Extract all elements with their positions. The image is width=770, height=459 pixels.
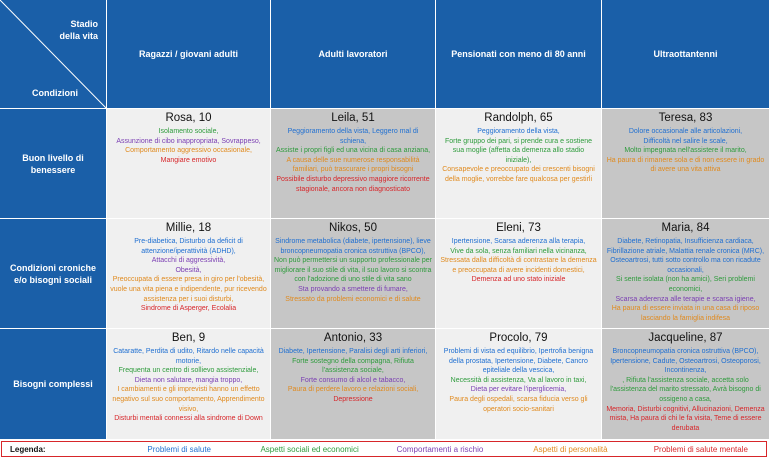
row-header-wellbeing: Buon livello di benessere xyxy=(0,109,107,219)
persona-detail-line: Diabete, Ipertensione, Paralisi degli arti inferiori, xyxy=(278,348,428,355)
row-header-chronic: Condizioni croniche e/o bisogni sociali xyxy=(0,219,107,329)
persona-detail-line: l'assistenza del marito stressato, Avrà bisogno di xyxy=(610,386,761,394)
persona-detail-line: negativo sul suo comportamento, Apprendimento xyxy=(112,395,265,403)
persona-card xyxy=(107,219,271,329)
persona-name: Jacqueline, 87 xyxy=(648,332,723,344)
persona-detail-line: vuole una vita piena e indipendente, pur ricevendo xyxy=(110,285,267,293)
persona-name: Randolph, 65 xyxy=(484,112,553,124)
persona-card xyxy=(602,329,770,440)
persona-name: Rosa, 10 xyxy=(165,112,212,124)
persona-detail-line: Sindrome metabolica (diabete, ipertensione), lieve xyxy=(275,238,431,245)
persona-detail-line: A causa delle sue numerose responsabilità xyxy=(286,156,420,164)
persona-detail-line: Dieta per evitare l'iperglicemia, xyxy=(470,386,567,394)
persona-name: Millie, 18 xyxy=(165,222,212,234)
persona-detail-line: Forte gruppo dei pari, si prende cura e sostiene xyxy=(444,137,593,145)
persona-detail-line: attenzione/iperattività (ADHD), xyxy=(141,247,236,255)
persona-detail-line: migliorare il suo stile di vita, il suo lavoro si scontra xyxy=(274,266,432,274)
persona-detail-line: Dolore occasionale alle articolazioni, xyxy=(628,128,743,135)
legend xyxy=(1,441,767,457)
persona-detail-line: Preoccupata di essere presa in giro per l'obesità, xyxy=(112,276,265,284)
persona-detail-line: Mangiare emotivo xyxy=(160,156,217,164)
persona-detail-line: della moglie, vorrebbe fare qualcosa per gestirli xyxy=(444,175,593,183)
persona-name: Eleni, 73 xyxy=(496,222,541,234)
persona-detail-line: Peggioramento della vista, Leggero mal di schiena, xyxy=(287,128,419,145)
persona-detail-line: mista, Ha paura di chi le fa visita, Teme di essere xyxy=(609,415,762,423)
persona-detail-line: broncopneumopatia cronica ostruttiva (BPCO), xyxy=(280,247,426,255)
persona-detail-line: Dieta non salutare, mangia troppo, xyxy=(134,376,243,384)
corner-header xyxy=(0,0,107,109)
persona-detail-line: Forte consumo di alcol e tabacco, xyxy=(300,376,406,384)
persona-card xyxy=(107,329,271,440)
persona-detail-line: Memoria, Disturbi cognitivi, Allucinazioni, Demenza xyxy=(606,405,765,413)
persona-detail-line: Peggioramento della vista, xyxy=(477,128,560,135)
column-header-over-80: Ultraottantenni xyxy=(602,0,770,109)
persona-detail-line: operatori socio-sanitari xyxy=(483,405,554,413)
persona-card xyxy=(436,329,602,440)
persona-detail-line: Forte sostegno della compagna, Rifiuta xyxy=(292,357,414,365)
persona-detail-line: occasionali, xyxy=(667,266,704,274)
persona-detail-line: Attacchi di aggressività, xyxy=(151,257,226,265)
persona-detail-line: Possibile disturbo depressivo maggiore ricorrente xyxy=(276,175,430,183)
column-header-young: Ragazzi / giovani adulti xyxy=(107,0,271,109)
persona-detail-line: Molto impegnata nell'assistere il marito, xyxy=(624,147,747,155)
persona-detail-line: Ha paura di essere inviata in una casa di riposo xyxy=(611,305,760,313)
persona-name: Antonio, 33 xyxy=(323,332,383,344)
persona-detail-line: ossigeno a casa, xyxy=(659,395,712,403)
persona-name: Ben, 9 xyxy=(171,332,206,344)
persona-detail-line: , Rifiuta l'assistenza sociale, accetta solo xyxy=(622,376,749,384)
persona-card xyxy=(602,109,770,219)
persona-detail-line: con l'adozione di uno stile di vita sano xyxy=(294,276,412,284)
persona-name: Teresa, 83 xyxy=(658,112,713,124)
persona-detail-line: lasciando la famiglia indifesa xyxy=(640,314,731,322)
persona-detail-line: stagionale, ancora non diagnosticato xyxy=(295,185,411,193)
persona-detail-line: Paura di perdere lavoro e relazioni sociali, xyxy=(287,386,419,394)
persona-detail-line: Non può permettersi un supporto professionale per xyxy=(274,257,432,265)
persona-detail-line: Frequenta un centro di sollievo assistenziale, xyxy=(118,367,259,375)
persona-detail-line: epiteliale della vescica, xyxy=(482,367,555,375)
column-header-retired: Pensionati con meno di 80 anni xyxy=(436,0,602,109)
persona-detail-line: Fibrillazione atriale, Malattia renale cronica (MRC), xyxy=(606,247,765,255)
persona-detail-line: Assunzione di cibo inappropriata, Sovrappeso, xyxy=(116,137,261,145)
column-header-working-adults: Adulti lavoratori xyxy=(271,0,436,109)
persona-card xyxy=(436,219,602,329)
persona-detail-line: Disturbi mentali connessi alla sindrome di Down xyxy=(114,415,263,423)
persona-detail-line: Consapevole e preoccupato dei crescenti bisogni xyxy=(442,166,595,174)
persona-detail-line: Problemi di vista ed equilibrio, Ipertrofia benigna xyxy=(443,348,594,355)
persona-detail-line: Stressata dalla difficoltà di contrastare la demenza xyxy=(440,257,597,265)
persona-name: Maria, 84 xyxy=(661,222,710,234)
persona-detail-line: Obesità, xyxy=(175,266,202,274)
persona-detail-line: Broncopneumopatia cronica ostruttiva (BPCO), xyxy=(612,348,759,355)
persona-detail-line: della prostata, Ipertensione, Diabete, Cancro xyxy=(449,357,588,365)
persona-detail-line: Scarsa aderenza alle terapie e scarsa igiene, xyxy=(615,295,756,303)
persona-card xyxy=(271,219,436,329)
persona-detail-line: Ipertensione, Scarsa aderenza alla terapia, xyxy=(451,238,586,245)
persona-detail-line: familiari, può trascurare i propri bisogni xyxy=(292,166,414,174)
persona-name: Nikos, 50 xyxy=(329,222,377,234)
persona-card xyxy=(436,109,602,219)
legend-item-health: Problemi di salute xyxy=(147,444,211,454)
persona-detail-line: Comportamento aggressivo occasionale, xyxy=(125,147,252,155)
persona-card xyxy=(602,219,770,329)
persona-detail-line: Cataratte, Perdita di udito, Ritardo nelle capacità xyxy=(113,348,264,355)
persona-card xyxy=(271,109,436,219)
persona-detail-line: Pre-diabetica, Disturbo da deficit di xyxy=(134,238,243,245)
legend-item-personality: Aspetti di personalità xyxy=(533,444,608,454)
persona-detail-line: e preoccupata di avere incidenti domestici, xyxy=(452,266,585,274)
stage-axis-label: Stadio della vita xyxy=(59,19,98,41)
persona-detail-line: derubata xyxy=(671,424,700,432)
persona-detail-line: Vive da sola, senza familiari nella vicinanza, xyxy=(450,247,587,255)
row-header-complex: Bisogni complessi xyxy=(0,329,107,440)
persona-detail-line: economici, xyxy=(668,285,703,293)
persona-detail-line: Demenza ad uno stato iniziale xyxy=(471,276,566,284)
persona-card xyxy=(271,329,436,440)
persona-detail-line: sua moglie (affetta da demenza allo stadio iniziale), xyxy=(452,147,585,164)
conditions-axis-label: Condizioni xyxy=(32,88,78,98)
persona-name: Leila, 51 xyxy=(331,112,375,124)
persona-name: Procolo, 79 xyxy=(489,332,548,344)
persona-detail-line: Ipertensione, Cadute, Osteoartrosi, Osteoporosi, xyxy=(610,357,761,365)
persona-detail-line: I cambiamenti e gli imprevisti hanno un effetto xyxy=(117,386,260,394)
persona-detail-line: Assiste i propri figli ed una vicina di casa anziana, xyxy=(275,147,431,155)
persona-detail-line: Incontinenza, xyxy=(664,367,707,375)
persona-detail-line: Paura degli ospedali, scarsa fiducia verso gli xyxy=(449,395,588,403)
persona-detail-line: Isolamento sociale, xyxy=(158,128,219,135)
persona-detail-line: Osteoartrosi, tutti sotto controllo ma con ricadute xyxy=(610,257,761,265)
legend-item-risk: Comportamenti a rischio xyxy=(396,444,484,454)
persona-detail-line: di avere una vita attiva xyxy=(650,166,721,174)
legend-item-mental-health: Problemi di salute mentale xyxy=(653,444,748,454)
persona-detail-line: Ha paura di rimanere sola e di non essere in grado xyxy=(606,156,765,164)
legend-item-social: Aspetti sociali ed economici xyxy=(260,444,359,454)
persona-detail-line: Stressato da problemi economici e di salute xyxy=(285,295,421,303)
persona-card xyxy=(107,109,271,219)
persona-detail-line: Sta provando a smettere di fumare, xyxy=(298,285,408,293)
persona-detail-line: Depressione xyxy=(333,395,373,403)
persona-detail-line: visivo, xyxy=(178,405,199,413)
persona-detail-line: Difficoltà nel salire le scale, xyxy=(643,137,728,145)
persona-detail-line: l'assistenza sociale, xyxy=(322,367,384,375)
legend-title: Legenda: xyxy=(10,444,46,454)
persona-detail-line: motorie, xyxy=(175,357,202,365)
persona-detail-line: Si sente isolata (non ha amici), Seri problemi xyxy=(616,276,755,284)
persona-detail-line: Necessità di assistenza, Va al lavoro in taxi, xyxy=(450,376,587,384)
persona-detail-line: Sindrome di Asperger, Ecolalia xyxy=(140,305,237,313)
persona-detail-line: assistenza per i suoi disturbi, xyxy=(143,295,234,303)
persona-detail-line: Diabete, Retinopatia, Insufficienza cardiaca, xyxy=(617,238,754,245)
